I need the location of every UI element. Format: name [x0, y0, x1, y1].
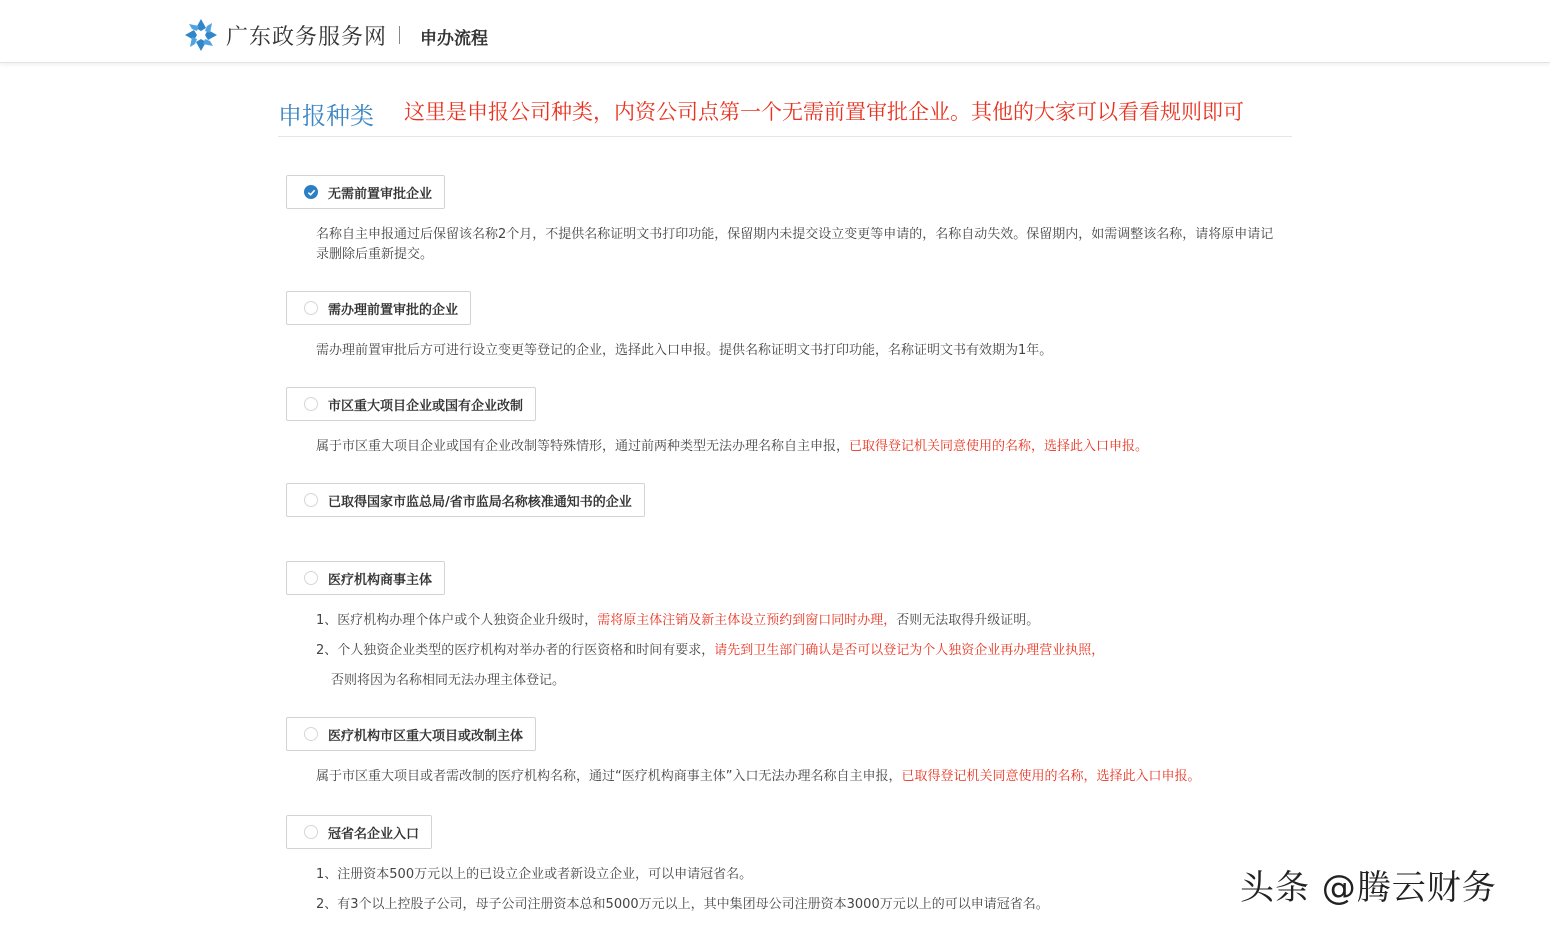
radio-unchecked-icon[interactable]: [304, 727, 318, 741]
option-provincial-name[interactable]: [286, 815, 432, 849]
option-description-line: 否则将因为名称相同无法办理主体登记。: [331, 673, 566, 688]
top-header: [0, 0, 1550, 63]
radio-unchecked-icon[interactable]: [304, 301, 318, 315]
option-no-preapproval[interactable]: [286, 175, 445, 209]
desc-text: 2、个人独资企业类型的医疗机构对举办者的行医资格和时间有要求，: [316, 643, 715, 658]
desc-highlight: 请先到卫生部门确认是否可以登记为个人独资企业再办理营业执照，: [714, 643, 1105, 658]
option-label: 需办理前置审批的企业: [328, 302, 459, 318]
radio-unchecked-icon[interactable]: [304, 571, 318, 585]
option-label: 医疗机构市区重大项目或改制主体: [328, 728, 524, 744]
option-description: [316, 437, 1148, 457]
option-preapproval-required[interactable]: [286, 291, 471, 325]
option-description-line: [316, 611, 1039, 631]
option-label: 已取得国家市监总局/省市监局名称核准通知书的企业: [328, 494, 632, 510]
option-name-approval-notice[interactable]: [286, 483, 645, 517]
option-label: 市区重大项目企业或国有企业改制: [328, 398, 524, 414]
site-logo-icon[interactable]: [184, 18, 218, 52]
radio-unchecked-icon[interactable]: [304, 825, 318, 839]
desc-highlight: 已取得登记机关同意使用的名称，选择此入口申报。: [849, 439, 1149, 454]
radio-unchecked-icon[interactable]: [304, 493, 318, 507]
radio-unchecked-icon[interactable]: [304, 397, 318, 411]
header-divider: [399, 26, 400, 44]
desc-text: 否则无法取得升级证明。: [896, 613, 1040, 628]
option-description: 名称自主申报通过后保留该名称2个月，不提供名称证明文书打印功能，保留期内未提交设立变更等申请的，名称自动失效。保留期内，如需调整该名称，请将原申请记录删除后重新提交。: [316, 227, 1274, 262]
section-title: 申报种类: [278, 102, 374, 130]
option-major-project-or-soe-reform[interactable]: [286, 387, 536, 421]
option-description-line: [316, 641, 1104, 661]
option-description: [316, 767, 1201, 787]
site-name[interactable]: 广东政务服务网: [226, 25, 388, 50]
option-medical-entity[interactable]: [286, 561, 445, 595]
option-description: 需办理前置审批后方可进行设立变更等登记的企业，选择此入口申报。提供名称证明文书打印功能，名称证明文书有效期为1年。: [316, 343, 1053, 358]
option-description-line: 1、注册资本500万元以上的已设立企业或者新设立企业，可以申请冠省名。: [316, 867, 753, 882]
page-title: 申办流程: [420, 29, 488, 49]
option-label: 无需前置审批企业: [328, 186, 433, 202]
desc-text: 1、医疗机构办理个体户或个人独资企业升级时，: [316, 613, 598, 628]
option-label: 冠省名企业入口: [328, 826, 420, 842]
section-divider: [278, 136, 1292, 137]
desc-text: 属于市区重大项目企业或国有企业改制等特殊情形，通过前两种类型无法办理名称自主申报，: [316, 439, 850, 454]
annotation-note: 这里是申报公司种类，内资公司点第一个无需前置审批企业。其他的大家可以看看规则即可: [404, 100, 1244, 124]
desc-highlight: 已取得登记机关同意使用的名称，选择此入口申报。: [901, 769, 1201, 784]
radio-checked-icon[interactable]: [304, 185, 318, 199]
option-label: 医疗机构商事主体: [328, 572, 433, 588]
option-description-line: 2、有3个以上控股子公司，母子公司注册资本总和5000万元以上，其中集团母公司注册资本3000万元以上的可以申请冠省名。: [316, 897, 1049, 912]
option-medical-major-project[interactable]: [286, 717, 536, 751]
desc-highlight: 需将原主体注销及新主体设立预约到窗口同时办理，: [597, 613, 897, 628]
watermark-text: 头条 @腾云财务: [1240, 868, 1497, 908]
desc-text: 属于市区重大项目或者需改制的医疗机构名称，通过“医疗机构商事主体”入口无法办理名称自主申报，: [316, 769, 902, 784]
